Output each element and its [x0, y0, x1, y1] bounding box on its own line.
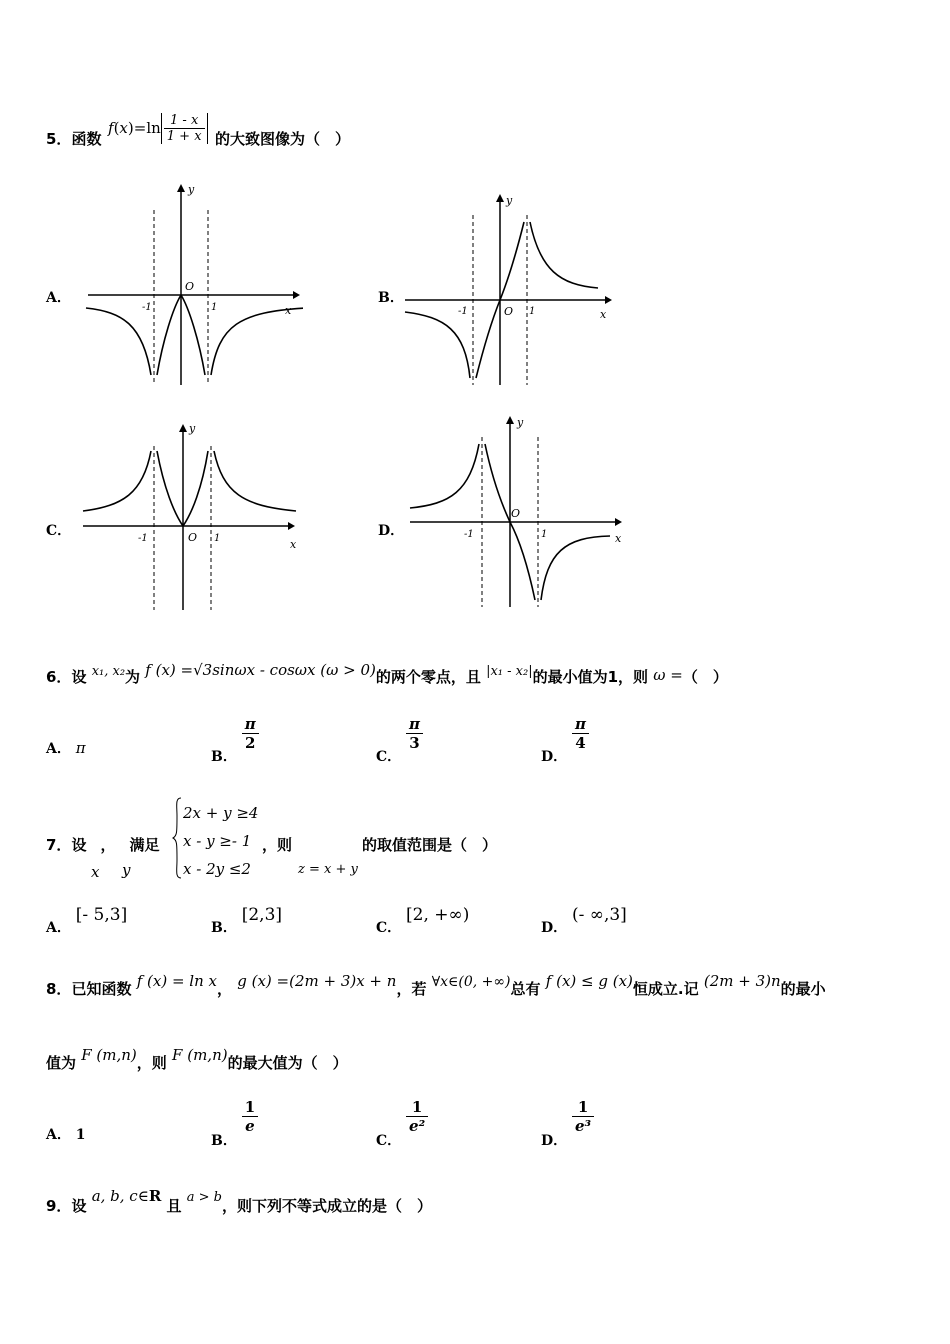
q8-min: 的最小	[780, 980, 826, 998]
q6-number: 6．	[46, 668, 72, 686]
q5-a-pos1: 1	[211, 302, 218, 313]
q8-expr: (2m + 3)n	[703, 972, 781, 990]
q7-var-y: y	[122, 861, 131, 879]
q8-line2-b: ，则	[136, 1054, 167, 1072]
q9-tail: ，则下列不等式成立的是（ ）	[222, 1197, 433, 1215]
q7-sys-2: x - y ≥- 1	[183, 832, 252, 850]
q8-f: f (x) = ln x	[136, 972, 217, 990]
q8-forall: ∀x∈(0, +∞)	[431, 974, 511, 990]
q8-option-c-label: C．	[376, 1132, 402, 1149]
q8-always: 总有	[510, 980, 541, 998]
q7-option-a-value: [- 5,3]	[75, 905, 128, 925]
q6-func: f (x) =√3sinωx - cosωx (ω > 0)	[145, 661, 376, 679]
q8-option-d-label: D．	[541, 1132, 568, 1149]
q5-d-neg1: -1	[464, 529, 474, 540]
q8-F2: F (m,n)	[172, 1046, 228, 1064]
q9-and: 且	[166, 1197, 182, 1215]
q7-then: ，则	[262, 836, 293, 854]
q6-tail: 的最小值为1，则	[532, 668, 649, 686]
q5-option-d-label: D．	[378, 523, 405, 539]
q7-tail: 的取值范围是（ ）	[362, 836, 498, 854]
q5-graph-a[interactable]	[78, 180, 303, 390]
q8-comma: ，	[216, 980, 232, 998]
q8-line-1	[46, 972, 826, 999]
q9-agb: a > b	[186, 1190, 222, 1205]
q5-a-y: y	[188, 183, 195, 196]
q7-lead: 设	[71, 836, 87, 854]
q6-option-d-num: π	[575, 715, 586, 733]
q8-option-a[interactable]	[46, 1124, 86, 1144]
q8-option-c-den: e²	[406, 1116, 428, 1135]
q7-option-a[interactable]	[46, 905, 128, 936]
q6-paren: （ ）	[682, 668, 728, 686]
q5-graph-d[interactable]	[405, 412, 630, 612]
q7-option-d-value: (- ∞,3]	[572, 905, 627, 925]
q9-number: 9．	[46, 1197, 72, 1215]
q9-abc: a, b, c∈	[91, 1187, 149, 1205]
q6-option-b[interactable]	[211, 715, 259, 765]
q8-option-b-num: 1	[244, 1098, 256, 1116]
q9-R: R	[148, 1187, 162, 1205]
q5-number: 5．	[46, 130, 72, 148]
q6-option-d-label: D．	[541, 748, 568, 765]
q9-lead: 设	[71, 1197, 87, 1215]
q5-x: x	[119, 119, 128, 137]
q5-option-a-label: A．	[46, 290, 71, 306]
q8-line2-a: 值为	[46, 1054, 77, 1072]
q5-c-pos1: 1	[214, 533, 221, 544]
q8-option-a-label: A．	[46, 1127, 71, 1143]
q7-line	[46, 834, 159, 855]
q7-option-b-value: [2,3]	[241, 905, 283, 925]
q7-option-c[interactable]	[376, 905, 470, 936]
q7-option-a-label: A．	[46, 920, 71, 936]
q8-option-c[interactable]	[376, 1098, 428, 1149]
q6-mid: 的两个零点，且	[375, 668, 481, 686]
q6-option-c-num: π	[409, 715, 421, 733]
q5-line	[46, 128, 101, 149]
q5-lead: 函数	[71, 130, 102, 148]
q5-b-x: x	[600, 308, 607, 321]
q7-option-c-label: C．	[376, 920, 402, 936]
q5-d-o: O	[511, 507, 521, 520]
q5-graph-b[interactable]	[400, 190, 620, 390]
q5-a-neg1: -1	[142, 302, 152, 313]
q8-line2-c: 的最大值为（ ）	[227, 1054, 348, 1072]
q8-g: g (x) =(2m + 3)x + n	[237, 972, 397, 990]
q8-option-b-den: e	[242, 1116, 258, 1135]
q5-c-neg1: -1	[138, 533, 148, 544]
q6-option-b-num: π	[244, 715, 256, 733]
q8-line-2	[46, 1046, 348, 1073]
q6-vars: x₁, x₂	[91, 664, 126, 679]
q6-option-a-value: π	[75, 739, 86, 757]
q5-tail: 的大致图像为（ ）	[215, 130, 351, 148]
q9-line	[46, 1187, 433, 1216]
q6-wei: 为	[125, 668, 141, 686]
q5-a-x: x	[285, 304, 292, 317]
q8-option-d-num: 1	[577, 1098, 589, 1116]
q6-option-c-den: 3	[406, 733, 423, 752]
q7-z: z = x + y	[298, 862, 358, 877]
q8-if: ，若	[396, 980, 427, 998]
q6-line	[46, 661, 728, 687]
q6-option-d[interactable]	[541, 715, 589, 765]
q5-f: f	[108, 119, 114, 137]
q5-frac-den: 1 + x	[164, 128, 205, 144]
q5-b-pos1: 1	[529, 306, 536, 317]
q5-c-x: x	[290, 538, 297, 551]
q5-eq: =ln	[133, 119, 161, 137]
q7-system	[183, 799, 258, 883]
q5-graph-c[interactable]	[78, 418, 303, 613]
q5-d-y: y	[517, 416, 524, 429]
q8-option-a-value: 1	[75, 1127, 86, 1143]
q7-option-d-label: D．	[541, 920, 568, 936]
q5-frac-num: 1 - x	[170, 113, 199, 128]
q6-abs: |x₁ - x₂|	[486, 664, 533, 679]
q6-omega: ω =	[653, 666, 683, 684]
q8-option-d[interactable]	[541, 1098, 594, 1149]
q7-number: 7．	[46, 836, 72, 854]
q5-b-y: y	[506, 194, 513, 207]
q8-option-c-num: 1	[411, 1098, 423, 1116]
q8-option-b[interactable]	[211, 1098, 258, 1149]
q7-brace	[172, 796, 182, 880]
q6-option-a[interactable]	[46, 738, 86, 758]
q7-option-b-label: B．	[211, 920, 237, 936]
q5-d-x: x	[615, 532, 622, 545]
q7-sys-1: 2x + y ≥4	[183, 804, 259, 822]
q6-option-d-den: 4	[572, 733, 589, 752]
q8-lead: 已知函数	[71, 980, 132, 998]
q5-c-o: O	[188, 531, 198, 544]
q8-option-b-label: B．	[211, 1132, 237, 1149]
q7-comma: ，	[100, 836, 116, 854]
q8-number: 8．	[46, 980, 72, 998]
q6-option-b-label: B．	[211, 748, 237, 765]
q6-option-c-label: C．	[376, 748, 402, 765]
q6-option-a-label: A．	[46, 741, 71, 757]
q5-d-pos1: 1	[541, 529, 548, 540]
q7-option-b[interactable]	[211, 905, 283, 936]
q5-option-b-label: B．	[378, 290, 404, 306]
q8-F: F (m,n)	[81, 1046, 137, 1064]
q8-holds: 恒成立.记	[632, 980, 699, 998]
q5-formula: f(x)=ln $\frac{1 - x}{1 + x}$	[108, 113, 208, 144]
q5-c-y: y	[189, 422, 196, 435]
q8-option-d-den: e³	[572, 1116, 594, 1135]
q5-a-o: O	[185, 280, 195, 293]
q7-option-d[interactable]	[541, 905, 627, 936]
q5-b-o: O	[504, 305, 514, 318]
q7-sys-3: x - 2y ≤2	[183, 860, 251, 878]
q7-var-x: x	[91, 863, 100, 881]
q8-ineq: f (x) ≤ g (x)	[545, 972, 633, 990]
q6-option-c[interactable]	[376, 715, 423, 765]
q7-option-c-value: [2, +∞)	[406, 905, 470, 925]
q5-b-neg1: -1	[458, 306, 468, 317]
q6-option-b-den: 2	[242, 733, 259, 752]
q6-lead: 设	[71, 668, 87, 686]
q7-satisfy: 满足	[129, 836, 160, 854]
q5-option-c-label: C．	[46, 523, 72, 539]
